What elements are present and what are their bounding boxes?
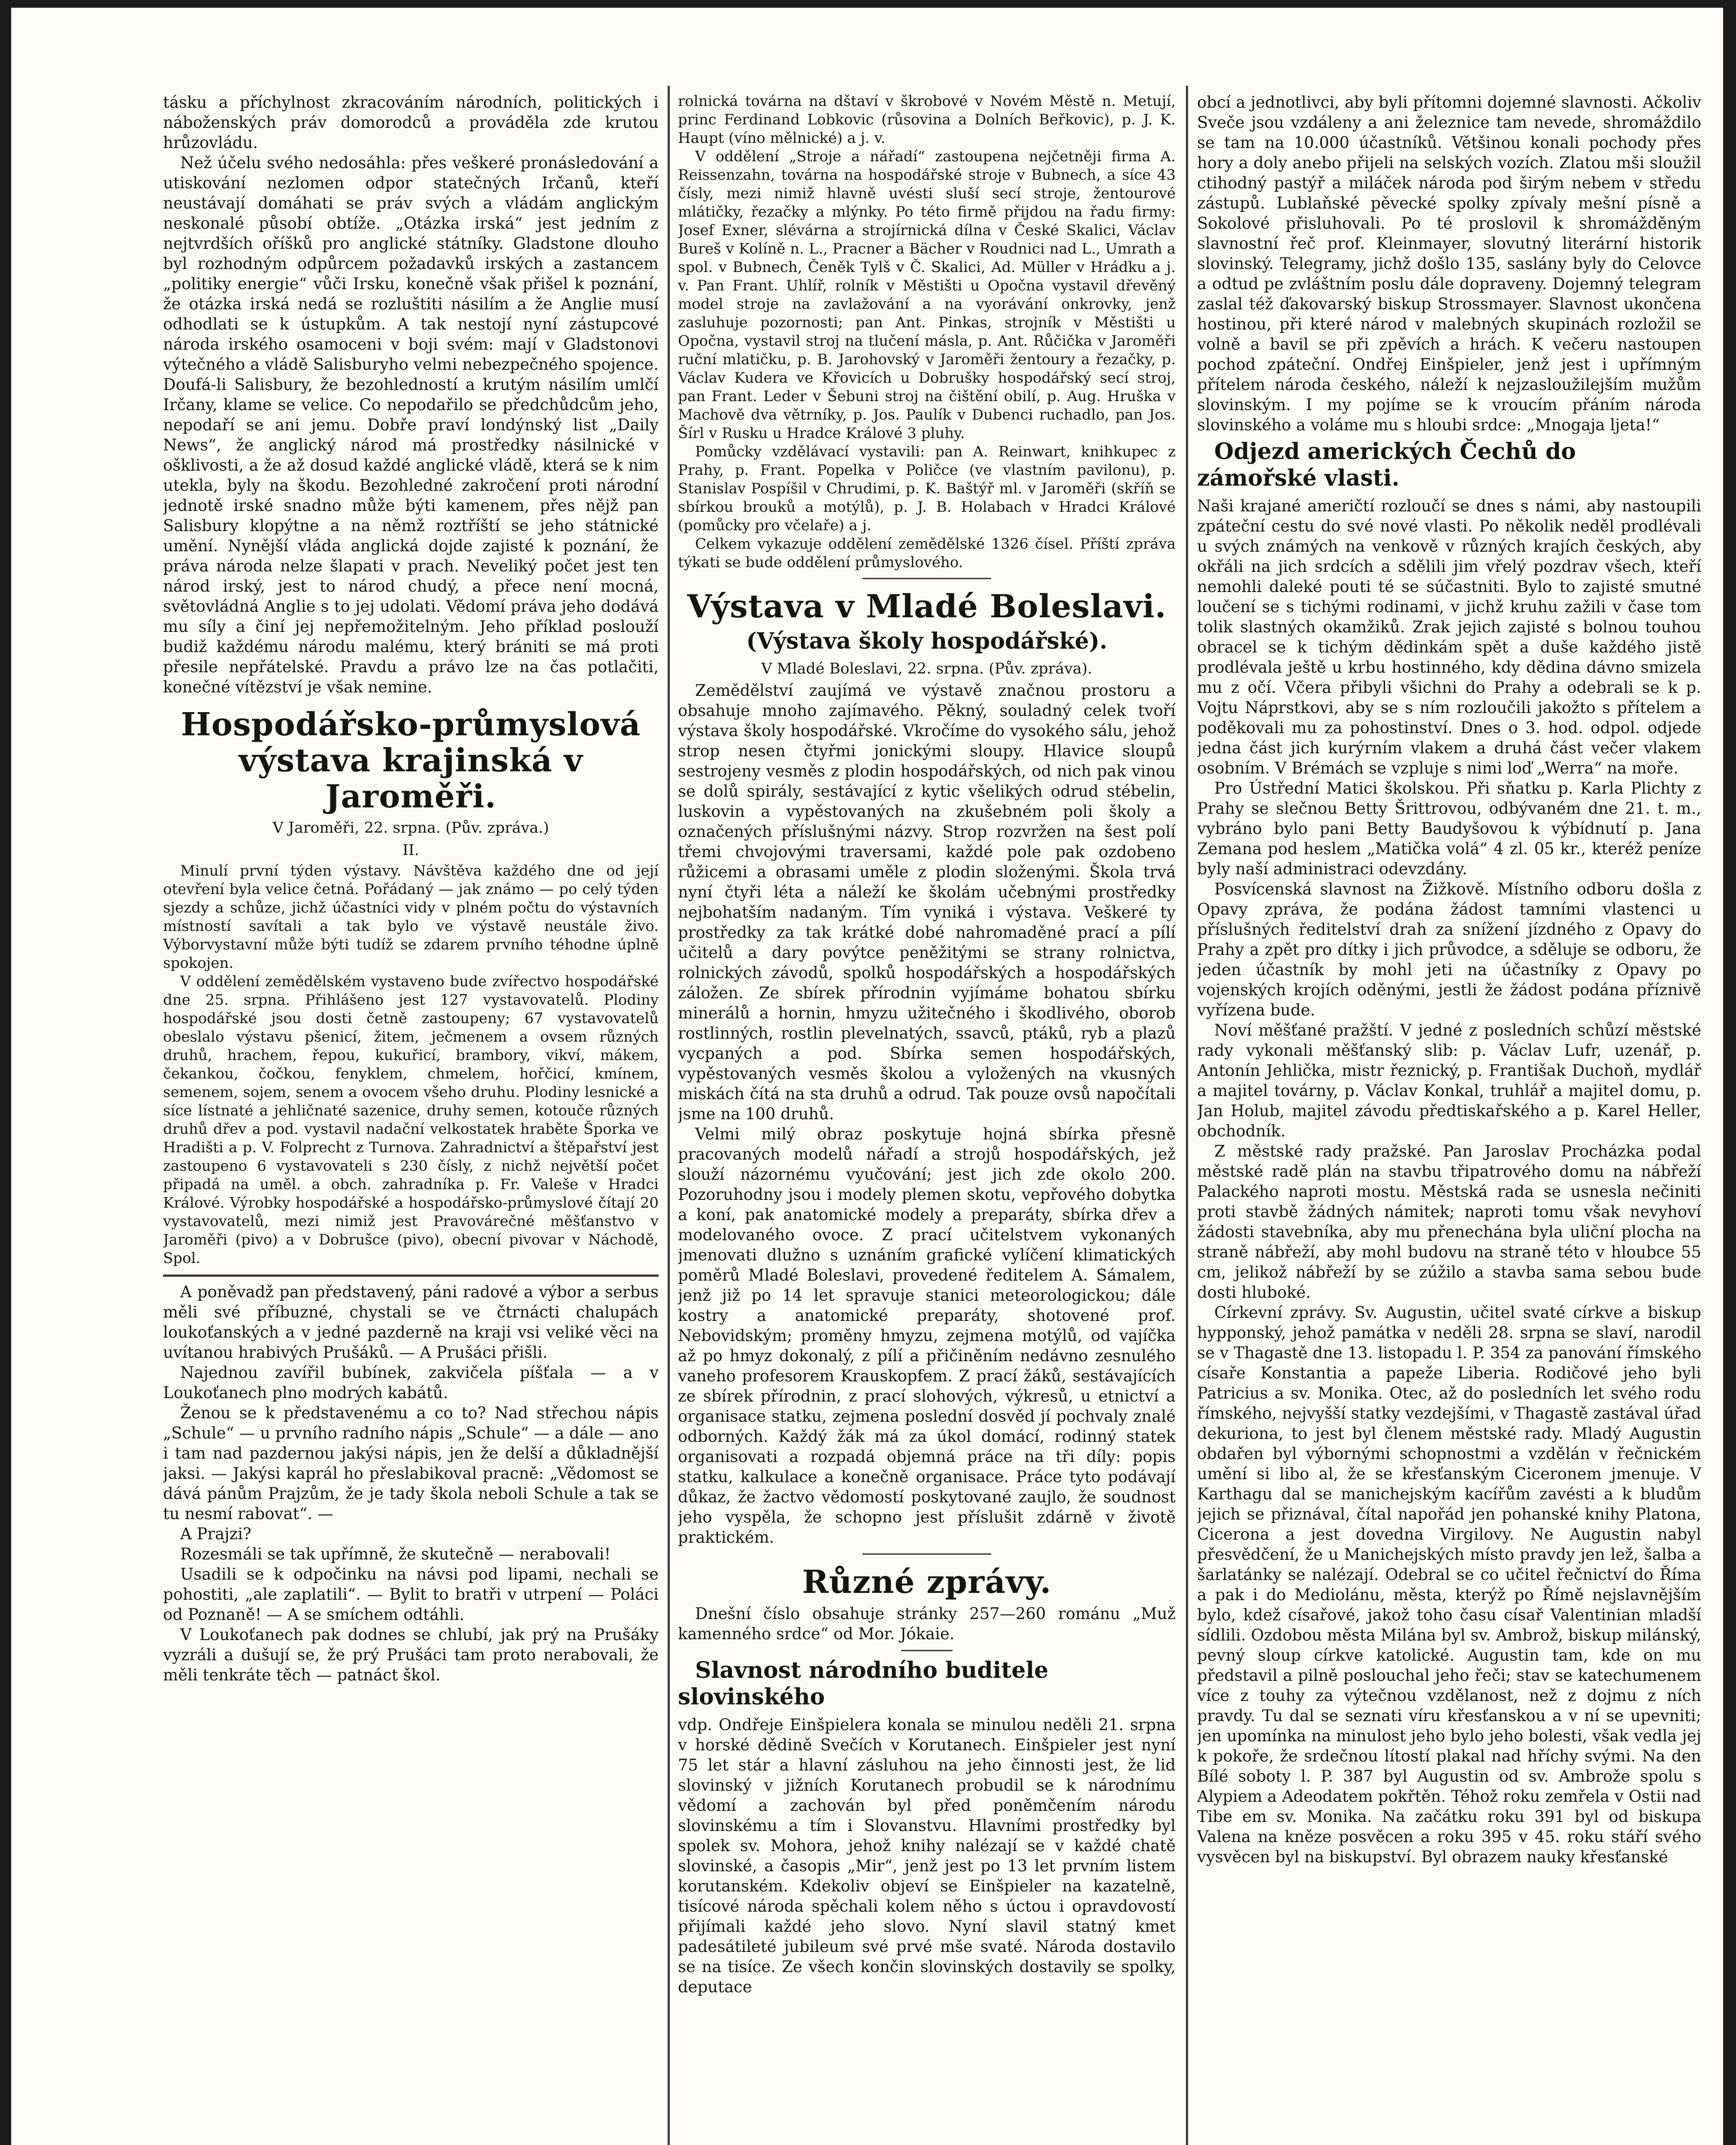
- article-paragraph: Celkem vykazuje oddělení zemědělské 1326 čísel. Příští zpráva týkati se bude oddělení průmyslového.: [678, 535, 1176, 571]
- scan-border-top: [0, 0, 1736, 8]
- feuilleton-paragraph: Ženou se k představenému a co to? Nad střechou nápis „Schule“ — u prvního radního nápis „Schule“ — a dále — ano i tam nad pazdernou jakýsi nápis, jen že delší a důkladnější jaksi. — Jakýsi kaprál ho přeslabikoval pracně: „Vědomost se dává pánům Prajzům, že je tady škola neboli Schule a tak se tu nesmí rabovat“. —: [163, 1404, 659, 1523]
- feuilleton-paragraph: Usadili se k odpočinku na návsi pod lipami, nechali se pohostiti, „ale zaplatili“. — Bylit to bratři v utrpení — Poláci od Poznaně! — A se smíchem odtáhli.: [163, 1565, 659, 1624]
- article-paragraph: Pomůcky vzdělávací vystavili: pan A. Reinwart, knihkupec z Prahy, p. Frant. Popelka v Poličce (ve vlastním pavilonu), p. Stanislav Pospíšil v Chrudimi, p. K. Baštýř ml. v Jaroměři (skříň se sbírkou brouků a motýlů), p. J. B. Holabach v Hradci Králové (pomůcky pro včelaře) a j.: [678, 443, 1176, 534]
- scan-border-left: [0, 0, 11, 2145]
- scan-border-right: [1723, 0, 1736, 2145]
- article-paragraph: obcí a jednotlivci, aby byli přítomni dojemné slavnosti. Ačkoliv Sveče jsou vzdáleny a ani železnice tam nevede, shromáždilo se tam na 10.000 účastníků. Většinou konali pochody přes hory a doly anebo přijeli na selských vozích. Zlatou mši sloužil ctihodný pastýř a miláček národa pod širým nebem v středu zástupů. Lublaňské pěvecké spolky zpívaly mešní písně a Sokolové přisluhovali. Po té proslovil k shromážděným slavnostní řeč prof. Kleinmayer, slovutný literární historik slovinský. Telegramy, jichž došlo 135, saslány byly do Celovce a odtud pe zvláštním poslu dále dopraveny. Dojemný telegram zaslal též ďakovarský biskup Strossmayer. Slavnost ukončena hostinou, při které národ v malebných skupinách rozložil se volně a bavil se při zpěvích a hrách. K večeru nastoupen pochod zpáteční. Ondřej Einšpieler, jenž jest i upřímným přítelem národa českého, náleží k nejzasloužilejším mužům slovinským. I my pojíme se k vroucím přáním národa slovinského a voláme mu s hloubi srdce: „Mnogaja ljeta!“: [1197, 93, 1701, 434]
- feuilleton-paragraph: A poněvadž pan představený, páni radové a výbor a serbus měli své příbuzné, chystali se ve čtrnácti chalupách loukoťanských a v jedné pazderně na kraji vsi veliké věci na uvítanou hrabivých Prušáků. — A Prušáci přišli.: [163, 1283, 659, 1362]
- article-paragraph: Zemědělství zaujímá ve výstavě značnou prostoru a obsahuje mnoho zajímavého. Pěkný, souladný celek tvoří výstava školy hospodářské. Vkročíme do vysokého sálu, jehož strop nesen čtyřmi jonickými sloupy. Hlavice sloupů sestrojeny vesměs z plodin hospodářských, od nich pak vinou se dolů spirály, sestávající z kytic všelikých odrud stébelin, luskovin a vypěstovaných na zkušebném poli školy a označených příslušnými názvy. Strop rozvržen na šest polí třemi chvojovými traversami, každé pole pak ozdobeno růžicemi a obrasami uměle z plodin složenými. Škola trvá nyní čtyři léta a náleží ke školám učebnými prostředky nejbohatším nadaným. Tím vyniká i výstava. Veškeré ty prostředky za tak krátké dobé nahromaděné prací a pílí učitelů a dary povýtce peněžitými se strany rolnictva, rolnických závodů, spolků hospodářských a hospodářských záložen. Ze sbírek přírodnin vyjímáme bohatou sbírku minerálů a hornin, hmyzu užitečného i škodlivého, oborob rostlinných, rostlin plevelnatých, ssavců, ptáků, ryb a plazů vycpaných a pod. Sbírka semen hospodářských, vypěstovaných vesměs školou a vyložených na vkusných miskách čítá na sta druhů a odrud. Tak pouze ovsů napočítali jsme na 100 druhů.: [678, 681, 1176, 1123]
- column-2: [678, 92, 1176, 2145]
- article-paragraph: Naši krajané američtí rozloučí se dnes s námi, aby nastoupili zpáteční cestu do své nové vlasti. Po několik neděl prodlévali u svých známých na venkově v různých krajích českých, aby okřáli na jich srdcích a sdělili jim vřelý pozdrav všech, kteří nemohli daleké pouti té se súčastniti. Bylo to zajisté smutné loučení se s tichými rodinami, v jichž kruhu zažili v čase tom tolik slastných okamžiků. Zrak jejich zajisté s bolnou touhou obracel se k tichým dědinkám spět a duše každého jistě prodlévala ještě u krbu hostinného, kdy dědina dávno smizela mu z očí. Včera přibyli všichni do Prahy a odebrali se k p. Vojtu Náprstkovi, aby se s ním rozloučili jakožto s přítelem a poděkovali mu za pohostinství. Dnes o 3. hod. odpol. odjede jedna část jich kurýrním vlakem a druhá část večer vlakem osobním. V Brémách se vzpluje s nimi loď „Werra“ na moře.: [1197, 497, 1701, 777]
- article-paragraph: tásku a příchylnost zkracováním národních, politických i náboženských práv domorodců a prováděla zde krutou hrůzovládu.: [163, 93, 659, 152]
- article-paragraph: Než účelu svého nedosáhla: přes veškeré pronásledování a utiskování nezlomen odpor statečných Irčanů, kteří neustávají domáhati se práv svých a vládám anglickým neskonalé působí obtíže. „Otázka irská“ jest jedním z nejtvrdších oříšků pro anglické státníky. Gladstone dlouho byl rozhodným odpůrcem požadavků irských a zastancem „politiky energie“ vůči Irsku, konečně však přišel k poznání, že otázka irská nedá se rozluštiti násilím a že Anglie musí odhodlati se k ústupkům. A tak nestojí nyní zástupcové národa irského osamoceni v boji svém: mají v Gladstonovi výtečného a vládě Salisburyho velmi nebezpečného spojence. Doufá-li Salisbury, že bezohledností a krutým násilím umlčí Irčany, klame se velice. Co nepodařilo se předchůdcům jeho, nepodaří se ani jemu. Dobře praví londýnský list „Daily News“, že anglický národ má prostředky násilnické v ošklivosti, a že až dosud každé anglické vládě, která se k nim utekla, byly na škodu. Bezohledné zakročení proti národní jednotě irské snadno může býti kamenem, přes nějž pan Salisbury klopýtne a na němž roztříští se jeho státnické umění. Nynější vláda anglická dojde zajisté k poznání, že práva národa nelze šlapati v prach. Neveliký počet jest ten národ irský, jest to národ chudý, a přece není mocná, světovládná Anglie s to jej udolati. Vědomí práva jeho dodává mu síly a činí jej nepřemožitelným. Jeho příklad poslouží budiž každému národu malému, který brániti se má proti přesile nepřátelské. Pravdu a právo lze na čas potlačiti, konečné vítězství je však nemine.: [163, 154, 659, 696]
- part-number: II.: [402, 842, 419, 859]
- news-item-heading: Slavnost národního buditele slovinského: [678, 1657, 1049, 1710]
- feuilleton-paragraph: A Prajzi?: [180, 1525, 251, 1543]
- column-rule-1: [668, 86, 670, 2145]
- article-paragraph: Velmi milý obraz poskytuje hojná sbírka přesně pracovaných modelů nářadí a strojů hospodářských, jež slouží názornému vyučování; jest jich zde okolo 200. Pozoruhodny jsou i modely plemen skotu, vepřového dobytka a koní, pak anatomické modely a preparáty, sbírka dřev a modelovaného ovoce. Z prací učitelstvem vykonaných jmenovati dlužno s uznáním grafické vylíčení klimatických poměrů Mladé Boleslavi, provedené ředitelem A. Sámalem, jenž již po 14 let spravuje stanici meteorologickou; dále kostry a anatomické preparáty, shotovené prof. Nebovidským; proměny hmyzu, zejmena motýlů, od vajíčka až po hmyz dokonalý, z pílí a přičiněním nedávno zesnulého vaneho profesorem Krauskopfem. Z prací žáků, sestávajících ze sbírek přírodnin, z prací slohových, výkresů, u etnictví a organisace statku, zejmena poslední dosvěd jí pochvaly znalé odborných. Každý žák má za úkol domácí, rodinný statek organisovati a rozpadá objemná práce na tři díly: popis statku, kalkulace a konečně organisace. Práce tyto podávají důkaz, že žactvo vědomostí poskytované zaujlo, že soudnost jeho vyspěla, že schopno jest příslušit zdárně v životě praktickém.: [678, 1125, 1176, 1547]
- news-item: Posvícenská slavnost na Žižkově. Místního odboru došla z Opavy zpráva, že podána žádost tamními vlastenci u příslušných ředitelství drah za snížení jízdného z Opavy do Prahy a zpět pro dítky i jich průvodce, a sděluje se odboru, že jeden účastník by mohl jeti na účastníky z Opavy po vojenských krojích oděnými, jestli že žádost podána příznivě vyřízena bude.: [1197, 880, 1701, 1019]
- article-paragraph: Minulí první týden výstavy. Návštěva každého dne od její otevření byla velice četná. Pořádaný — jak známo — po celý týden sjezdy a schůze, jichž účastníci vidy v plném počtu do výstavních místností savítali a tak bylo ve výstavě neustále živo. Výborvystavní může býti tudíž se zdarem prvního téhodne úplně spokojen.: [163, 862, 659, 972]
- section-divider: [163, 1275, 659, 1277]
- feuilleton-paragraph: Najednou zavířil bubínek, zakvičela píšťala — a v Loukoťanech plno modrých kabátů.: [163, 1363, 659, 1402]
- dateline: V Mladé Boleslavi, 22. srpna. (Pův. zpráva).: [761, 660, 1092, 677]
- news-item: Z městské rady pražské. Pan Jaroslav Procházka podal městské radě plán na stavbu třipatrového domu na nábřeží Palackého naproti mostu. Městská rada se usnesla nečiniti proti stavbě žádných námitek; naproti tomu však nevyhoví žádosti stavebníka, aby mu přenechána byla uliční plocha na straně nábřeží, aby mohl budovu na straně této v hloubce 55 cm, jelikož nábřeží by se zúžilo a stavba sama sebou bude dosti hluboké.: [1197, 1142, 1701, 1302]
- section-heading: Hospodářsko-průmyslová výstava krajinská v Jaroměři.: [181, 706, 641, 815]
- feuilleton-paragraph: V Loukoťanech pak dodnes se chlubí, jak prý na Prušáky vyzráli a dušují se, že prý Prušáci tam proto nerabovali, že měli tenkráte těch — patnáct škol.: [163, 1625, 659, 1684]
- article-paragraph: rolnická továrna na dštaví v škrobové v Novém Městě n. Metují, princ Ferdinand Lobkovic (růsovina a Dolních Beřkovic), p. J. K. Haupt (víno mělnické) a j. v.: [678, 93, 1176, 147]
- section-divider: [862, 1553, 991, 1555]
- news-item: Církevní zprávy. Sv. Augustin, učitel svaté církve a biskup hypponský, jehož památka v neděli 28. srpna se slaví, narodil se v Thagastě dne 13. listopadu l. P. 354 za panování římského císaře Konstantia a papeže Liberia. Rodičové jeho byli Patricius a sv. Monika. Otec, až do posledních let svého rodu římského, nejvyšší statky vezdejšími, v Thagastě zastával úřad dekuriona, to jest byl členem městské rady. Mladý Augustin obdařen byl výbornými schopnostmi a vzdělán v řečnickém umění si libo al, že se křesťanským Ciceronem jmenuje. V Karthagu dal se manichejským kacířům zavésti a k bludům jejich se přiznával, čítal napořád jen pohanské knihy Platona, Cicerona a jest dovedna Virgilovy. Ne Augustin nabyl přesvědčení, že u Manichejských místo pravdy jen lež, šalba a šarlatánky se nalézají. Odebral se co učitel řečnictví do Říma a pak i do Mediolánu, města, kterýž po Římě nejslavnějším bylo, kdež císařové, jakož toho času císař Valentinian mladší sídlili. Ozdobou města Milána byl sv. Ambrož, biskup milánský, pevný sloup církve katolické. Augustin tam, kde on mu představil a pilně poslouchal jeho řeči; stav se katechumenem více z touhy za výtečnou vzdělanost, než z dojmu z ních pravdy. Tu dal se seznati víru křesťanskou a v ní se upevniti; jen upomínka na minulost jeho bylo jeho bolesti, však vedla jej k pokoře, že srdečnou lítostí plakal nad hříchy svými. Na den Bílé soboty l. P. 387 byl Augustin od sv. Ambrože spolu s Alypiem a Adeodatem pokřtěn. Téhož roku zemřela v Ostii nad Tibe em sv. Monika. Na začátku roku 391 byl od biskupa Valena na kněze posvěcen a roku 395 v 45. roku stáří svého vysvěcen byl na biskupství. Byl obrazem nauky křesťanské: [1197, 1303, 1701, 1866]
- news-item: Pro Ústřední Matici školskou. Při sňatku p. Karla Plichty z Prahy se slečnou Betty Šrittrovou, odbývaném dne 21. t. m., vybráno bylo pani Betty Baudyšovou k výbídnutí p. Jana Zemana pod heslem „Matička volá“ 4 zl. 05 kr., kteréž peníze byly naší administraci odevzdány.: [1197, 779, 1701, 878]
- section-heading: Různé zprávy.: [802, 1564, 1052, 1601]
- news-item-heading: Odjezd amerických Čechů do zámořské vlasti.: [1197, 438, 1576, 491]
- section-divider: [862, 578, 991, 579]
- article-paragraph: V oddělení „Stroje a nářadí“ zastoupena nejčetněji firma A. Reissenzahn, továrna na hospodářské stroje v Bubnech, a síce 43 čísly, mezi nimiž hlavně uvésti sluší secí stroje, žentourové mlátičky, řezačky a mlýnky. Po této firmě přijdou na řadu firmy: Josef Exner, slévárna a strojírnická dílna v České Skalici, Václav Bureš v Kolíně n. L., Pracner a Bächer v Roudnici nad L., Umrath a spol. v Bubnech, Čeněk Tylš v Č. Skalici, Ad. Müller v Hrádku a j. v. Pan Frant. Uhlíř, rolník v Městišti u Opočna vystavil dřevěný model stroje na zavlažování a na vyorávání onkrovky, jenž zasluhuje pozornosti; pan Ant. Pinkas, strojník v Městišti u Opočna, vystavil stroj na tlučení másla, p. Ant. Růčička v Jaroměři ruční mlatičku, p. B. Jarohovský v Jaroměři žentoury a řezačky, p. Václav Kudera ve Křovicích u Dobrušky hospodářský secí stroj, pan Frant. Leder v Šebuni stroj na čištění obilí, p. Aug. Hruška v Machově dva větrníky, p. Jos. Paulík v Dubenci ruchadlo, pan Jos. Šírl v Rusku u Hradce Králové 3 pluhy.: [678, 148, 1176, 442]
- section-heading: Výstava v Mladé Boleslavi.: [687, 588, 1167, 625]
- feuilleton-paragraph: Rozesmáli se tak upřímně, že skutečně — nerabovali!: [180, 1545, 611, 1563]
- news-item: Noví měšťané pražští. V jedné z posledních schůzí městské rady vykonali měšťanský slib: p. Václav Lufr, uzenář, p. Antonín Jehlička, mistr řeznický, p. Františak Duchoň, mydlář a majitel továrny, p. Václav Konkal, truhlář a majitel domu, p. Jan Holub, majitel závodu předtiskařského a p. Karel Heller, obchodník.: [1197, 1021, 1701, 1140]
- section-subheading: (Výstava školy hospodářské).: [746, 628, 1107, 654]
- section-divider: [901, 1650, 953, 1651]
- column-3: [1197, 92, 1701, 2145]
- column-rule-2: [1186, 86, 1188, 2145]
- article-paragraph: V oddělení zemědělském vystaveno bude zvířectvo hospodářské dne 25. srpna. Přihlášeno jest 127 vystavovatelů. Plodiny hospodářské jsou dosti četně zastoupeny; 67 vystavovatelů obeslalo výstavu pšenicí, žitem, ječmenem a ovsem různých druhů, hrachem, řepou, kukuřicí, brambory, vikví, mákem, čekankou, čočkou, fenyklem, chmelem, hořčicí, kmínem, semenem, sojem, senem a ovocem všeho druhu. Plodiny lesnické a síce lístnaté a jehličnaté sazenice, druhy semen, kotouče různých druhů dřev a pod. vystavil nadační velkostatek hraběte Šporka ve Hradišti a p. V. Folprecht z Turnova. Zahradnictví a štěpařství jest zastoupeno 6 vystavovateli s 230 čísly, z nichž největší počet připadá na uměl. a obch. zahradníka p. Fr. Valeše v Hradci Králové. Výrobky hospodářské a hospodářsko-průmyslové čítají 20 vystavovatelů, mezi nimiž jest Pravovárečné měšťanstvo v Jaroměři (pivo) a v Dobrušce (pivo), obecní pivovar v Náchodě, Spol.: [163, 973, 659, 1267]
- dateline: V Jaroměři, 22. srpna. (Pův. zpráva.): [272, 819, 549, 837]
- article-paragraph: Dnešní číslo obsahuje stránky 257—260 románu „Muž kamenného srdce“ od Mor. Jókaie.: [678, 1604, 1176, 1643]
- column-1: [163, 92, 659, 2145]
- article-paragraph: vdp. Ondřeje Einšpielera konala se minulou neděli 21. srpna v horské dědině Svečích v Korutanech. Einšpieler jest nyní 75 let stár a hlavní zásluhou na jeho činnosti jest, že lid slovinský v jižních Korutanech probudil se k národnímu vědomí a zachován byl před poněmčením národu slovinskému a tím i Slovanstvu. Hlavními prostředky byl spolek sv. Mohora, jehož knihy nalézají se v každé chatě slovinské, a časopis „Mir“, jenž jest po 13 let prvním listem korutanském. Kdekoliv objeví se Einšpieler na kazatelně, tisícové národa spěchali kolem něho s úctou i opravdovostí přijímali každé jeho slovo. Nyní slavil statný kmet padesátileté jubileum své prvé mše svaté. Národa dostavilo se na tisíce. Ze všech končin slovinských dostavily se spolky, deputace: [678, 1716, 1176, 1996]
